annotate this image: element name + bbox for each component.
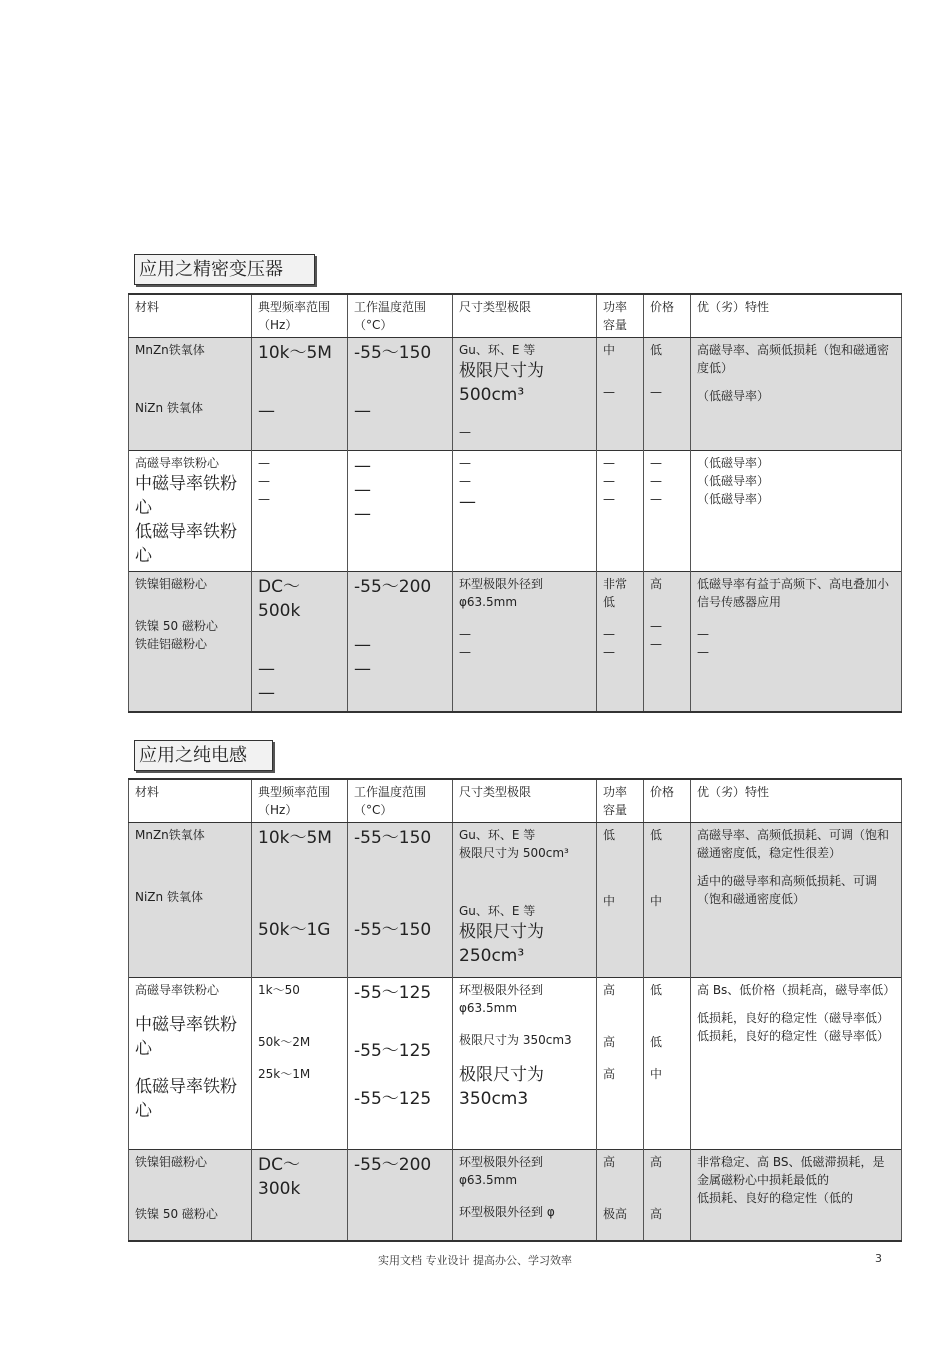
temperature-value: -55～150 — [354, 920, 432, 940]
size-value: Gu、环、E 等 — [459, 828, 536, 842]
header-size: 尺寸类型极限 — [453, 779, 597, 823]
material-name: 高磁导率铁粉心 — [135, 983, 220, 997]
size-value: Gu、环、E 等 — [459, 343, 536, 357]
cell-temperature — [348, 823, 453, 978]
cell-size — [453, 1150, 597, 1241]
header-frequency: 典型频率范围（Hz） — [252, 294, 348, 338]
cell-traits — [691, 1150, 902, 1241]
cell-frequency — [252, 338, 348, 451]
page-footer: 实用文档 专业设计 提高办公、学习效率 — [378, 1254, 572, 1267]
header-price: 价格 — [644, 779, 691, 823]
cell-frequency — [252, 451, 348, 572]
material-name: 低磁导率铁粉心 — [135, 1077, 237, 1121]
table-header-row — [129, 779, 902, 823]
temperature-value: — — [354, 659, 371, 679]
frequency-value: — — [258, 474, 270, 488]
cell-traits — [691, 978, 902, 1150]
cell-temperature — [348, 572, 453, 712]
cell-temperature — [348, 451, 453, 572]
header-material: 材料 — [129, 294, 252, 338]
cell-size — [453, 451, 597, 572]
frequency-value: — — [258, 659, 275, 679]
cell-material — [129, 978, 252, 1150]
traits-value: 低损耗，良好的稳定性（磁导率低） — [697, 1029, 890, 1043]
size-value: Gu、环、E 等 — [459, 904, 536, 918]
traits-value: 高磁导率、高频低损耗（饱和磁通密度低） — [697, 343, 890, 375]
material-name: MnZn铁氧体 — [135, 828, 205, 842]
cell-power — [597, 978, 644, 1150]
power-value: — — [603, 492, 615, 506]
power-value: 高 — [603, 1155, 616, 1169]
temperature-value: — — [354, 456, 371, 476]
cell-price — [644, 338, 691, 451]
section-title-pure-inductor: 应用之纯电感 — [134, 740, 273, 771]
traits-value: — — [697, 627, 709, 641]
cell-temperature — [348, 338, 453, 451]
header-price: 价格 — [644, 294, 691, 338]
header-traits: 优（劣）特性 — [691, 779, 902, 823]
price-value: 低 — [650, 343, 663, 357]
size-value: 极限尺寸为 350cm3 — [459, 1065, 544, 1109]
temperature-value: — — [354, 480, 371, 500]
pure-inductor-table — [128, 778, 902, 1242]
temperature-value: — — [354, 504, 371, 524]
traits-value: — — [697, 645, 709, 659]
traits-value: 高 Bs、低价格（损耗高，磁导率低） — [697, 983, 896, 997]
frequency-value: 10k～5M — [258, 343, 332, 363]
size-value: 极限尺寸为 500cm³ — [459, 361, 544, 405]
temperature-value: -55～200 — [354, 1155, 432, 1175]
header-temperature: 工作温度范围（°C） — [348, 779, 453, 823]
power-value: 高 — [603, 1035, 616, 1049]
material-name: NiZn 铁氧体 — [135, 890, 203, 904]
frequency-value: — — [258, 401, 275, 421]
price-value: 中 — [650, 894, 663, 908]
power-value: 高 — [603, 983, 616, 997]
temperature-value: — — [354, 401, 371, 421]
price-value: 低 — [650, 828, 663, 842]
frequency-value: — — [258, 456, 270, 470]
temperature-value: -55～200 — [354, 577, 432, 597]
temperature-value: -55～150 — [354, 828, 432, 848]
cell-traits — [691, 823, 902, 978]
temperature-value: — — [354, 635, 371, 655]
cell-frequency — [252, 978, 348, 1150]
cell-power — [597, 338, 644, 451]
temperature-value: -55～150 — [354, 343, 432, 363]
cell-price — [644, 1150, 691, 1241]
cell-temperature — [348, 1150, 453, 1241]
traits-value: 高磁导率、高频低损耗、可调（饱和磁通密度低，稳定性很差） — [697, 828, 890, 860]
cell-power — [597, 823, 644, 978]
table-row — [129, 1150, 902, 1241]
frequency-value: DC～500k — [258, 577, 301, 621]
price-value: 高 — [650, 577, 663, 591]
cell-traits — [691, 451, 902, 572]
material-name: NiZn 铁氧体 — [135, 401, 203, 415]
header-frequency: 典型频率范围（Hz） — [252, 779, 348, 823]
table-row — [129, 572, 902, 712]
cell-temperature — [348, 978, 453, 1150]
power-value: 中 — [603, 894, 616, 908]
price-value: — — [650, 456, 662, 470]
section-title-precision-transformer: 应用之精密变压器 — [134, 254, 315, 285]
size-value: 极限尺寸为 350cm3 — [459, 1033, 572, 1047]
frequency-value: 1k～50 — [258, 983, 300, 997]
traits-value: （低磁导率） — [697, 492, 770, 506]
header-temperature: 工作温度范围（°C） — [348, 294, 453, 338]
table-row — [129, 338, 902, 451]
traits-value: （低磁导率） — [697, 474, 770, 488]
material-name: 铁镍钼磁粉心 — [135, 1155, 208, 1169]
price-value: 中 — [650, 1067, 663, 1081]
price-value: — — [650, 619, 662, 633]
temperature-value: -55～125 — [354, 1041, 432, 1061]
traits-value: 非常稳定、高 BS、低磁滞损耗，是金属磁粉心中损耗最低的 — [697, 1155, 885, 1187]
cell-price — [644, 978, 691, 1150]
temperature-value: -55～125 — [354, 1089, 432, 1109]
traits-value: （低磁导率） — [697, 389, 770, 403]
traits-value: 低磁导率有益于高频下、高电叠加小信号传感器应用 — [697, 577, 890, 609]
traits-value: （低磁导率） — [697, 456, 770, 470]
cell-frequency — [252, 823, 348, 978]
cell-price — [644, 823, 691, 978]
cell-size — [453, 572, 597, 712]
size-value: 环型极限外径到 φ63.5mm — [459, 1155, 544, 1187]
price-value: 低 — [650, 983, 663, 997]
material-name: 中磁导率铁粉心 — [135, 474, 237, 518]
price-value: 低 — [650, 1035, 663, 1049]
cell-price — [644, 451, 691, 572]
table-row — [129, 451, 902, 572]
power-value: — — [603, 627, 615, 641]
size-value: — — [459, 627, 471, 641]
frequency-value: 10k～5M — [258, 828, 332, 848]
size-value: 环型极限外径到 φ63.5mm — [459, 983, 544, 1015]
cell-size — [453, 978, 597, 1150]
traits-value: 低损耗，良好的稳定性（磁导率低） — [697, 1011, 890, 1025]
cell-frequency — [252, 572, 348, 712]
power-value: — — [603, 385, 615, 399]
material-name: 铁硅铝磁粉心 — [135, 637, 208, 651]
price-value: 高 — [650, 1155, 663, 1169]
cell-power — [597, 1150, 644, 1241]
size-value: — — [459, 425, 471, 439]
cell-traits — [691, 572, 902, 712]
cell-size — [453, 823, 597, 978]
price-value: — — [650, 385, 662, 399]
cell-material — [129, 1150, 252, 1241]
precision-transformer-table — [128, 293, 902, 713]
frequency-value: 25k～1M — [258, 1067, 311, 1081]
size-value: 极限尺寸为 250cm³ — [459, 922, 544, 966]
material-name: 铁镍钼磁粉心 — [135, 577, 208, 591]
size-value: — — [459, 645, 471, 659]
table-row — [129, 823, 902, 978]
size-value: 环型极限外径到 φ63.5mm — [459, 577, 544, 609]
page-number: 3 — [875, 1252, 882, 1265]
frequency-value: — — [258, 683, 275, 703]
cell-price — [644, 572, 691, 712]
power-value: — — [603, 456, 615, 470]
cell-power — [597, 451, 644, 572]
header-power: 功率容量 — [597, 294, 644, 338]
cell-size — [453, 338, 597, 451]
header-traits: 优（劣）特性 — [691, 294, 902, 338]
size-value: — — [459, 456, 471, 470]
material-name: 高磁导率铁粉心 — [135, 456, 220, 470]
material-name: 铁镍 50 磁粉心 — [135, 1207, 218, 1221]
cell-frequency — [252, 1150, 348, 1241]
cell-material — [129, 823, 252, 978]
power-value: 高 — [603, 1067, 616, 1081]
price-value: — — [650, 474, 662, 488]
material-name: MnZn铁氧体 — [135, 343, 205, 357]
cell-material — [129, 451, 252, 572]
power-value: — — [603, 645, 615, 659]
cell-material — [129, 572, 252, 712]
header-size: 尺寸类型极限 — [453, 294, 597, 338]
power-value: 低 — [603, 828, 616, 842]
traits-value: 适中的磁导率和高频低损耗、可调（饱和磁通密度低） — [697, 874, 878, 906]
temperature-value: -55～125 — [354, 983, 432, 1003]
material-name: 低磁导率铁粉心 — [135, 522, 237, 566]
frequency-value: — — [258, 492, 270, 506]
frequency-value: 50k～2M — [258, 1035, 311, 1049]
material-name: 铁镍 50 磁粉心 — [135, 619, 218, 633]
price-value: — — [650, 492, 662, 506]
table-header-row — [129, 294, 902, 338]
power-value: 极高 — [603, 1207, 628, 1221]
price-value: — — [650, 637, 662, 651]
frequency-value: DC～300k — [258, 1155, 301, 1199]
frequency-value: 50k～1G — [258, 920, 331, 940]
power-value: 非常低 — [603, 577, 628, 609]
cell-power — [597, 572, 644, 712]
table-row — [129, 978, 902, 1150]
traits-value: 低损耗、良好的稳定性（低的 — [697, 1191, 854, 1205]
power-value: — — [603, 474, 615, 488]
size-value: — — [459, 492, 476, 512]
size-value: 极限尺寸为 500cm³ — [459, 846, 569, 860]
price-value: 高 — [650, 1207, 663, 1221]
size-value: 环型极限外径到 φ — [459, 1205, 555, 1219]
power-value: 中 — [603, 343, 616, 357]
cell-material — [129, 338, 252, 451]
header-power: 功率容量 — [597, 779, 644, 823]
material-name: 中磁导率铁粉心 — [135, 1015, 237, 1059]
header-material: 材料 — [129, 779, 252, 823]
size-value: — — [459, 474, 471, 488]
cell-traits — [691, 338, 902, 451]
